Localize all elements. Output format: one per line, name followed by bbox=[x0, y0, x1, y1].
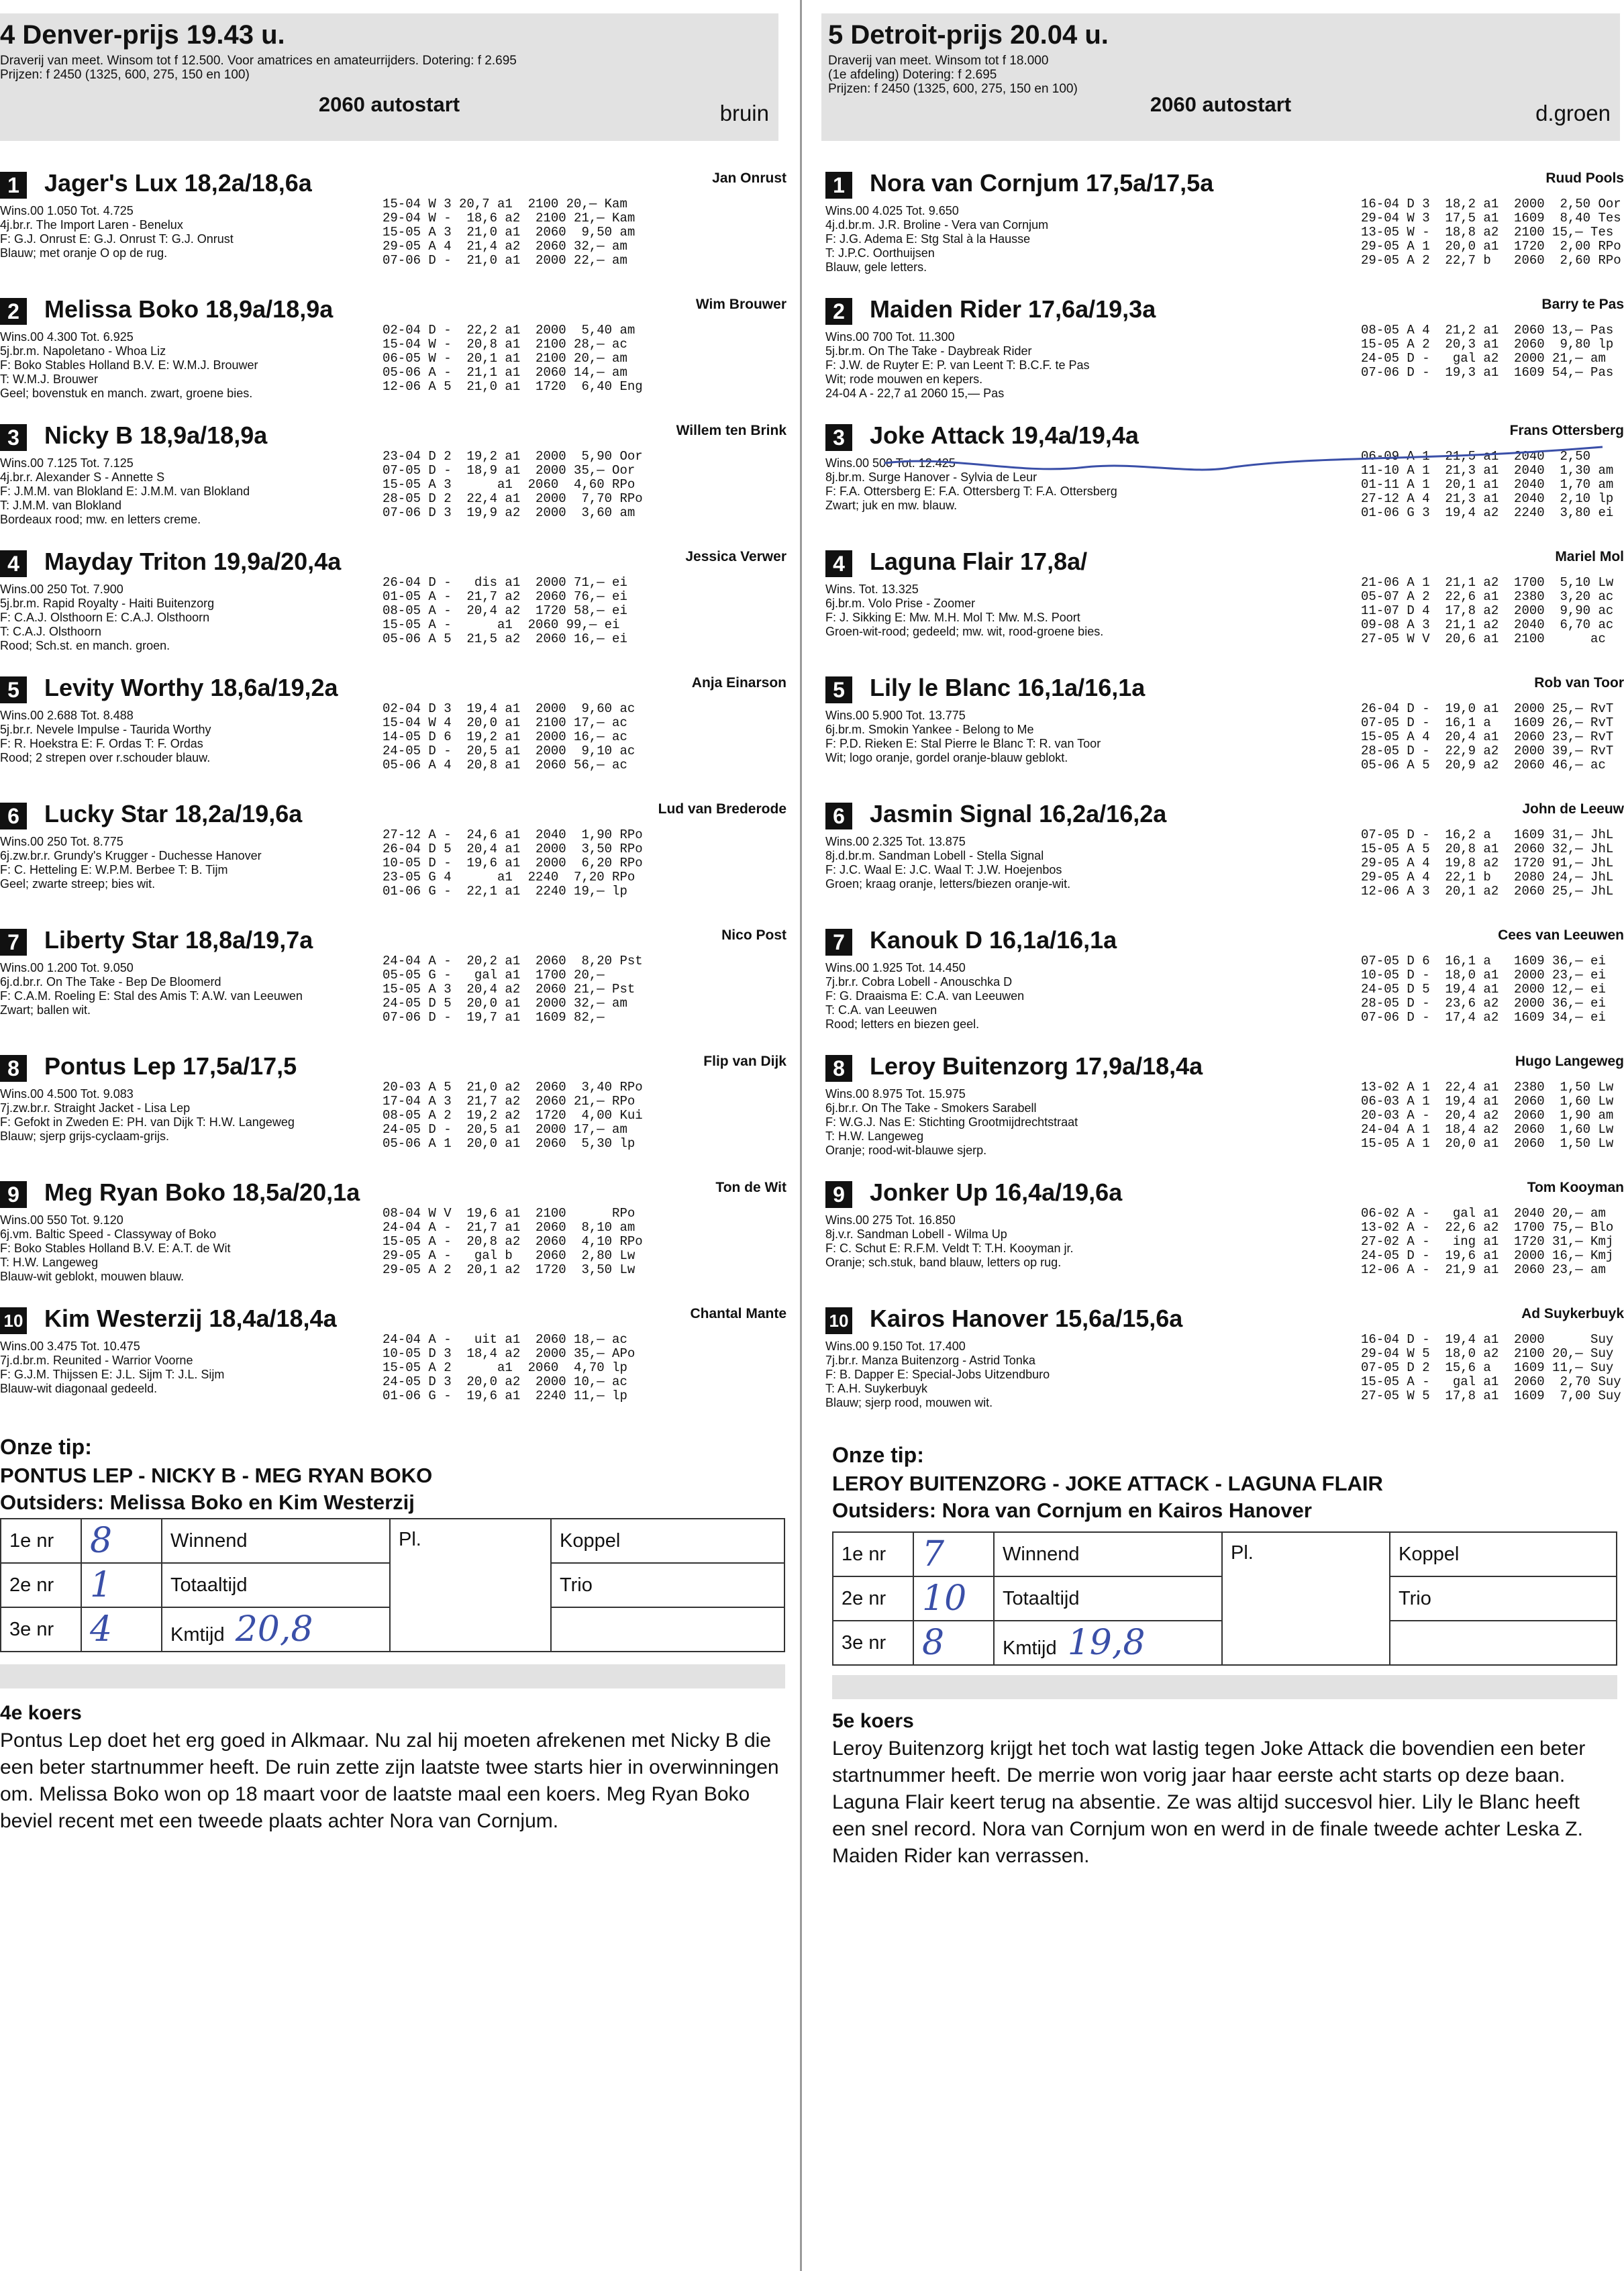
horse-driver: Ruud Pools bbox=[1545, 170, 1624, 186]
bet-place[interactable]: Pl. bbox=[1222, 1532, 1390, 1665]
horse-name: Jasmin Signal 16,2a/16,2a bbox=[870, 800, 1167, 827]
preview-title: 4e koers bbox=[0, 1702, 82, 1724]
horse-entry bbox=[0, 286, 792, 412]
horse-entry bbox=[0, 1295, 792, 1421]
race-header bbox=[821, 13, 1620, 141]
race-preview bbox=[0, 1702, 785, 1835]
bet-label: Winnend bbox=[994, 1532, 1222, 1576]
horse-number: 2 bbox=[0, 298, 27, 325]
horse-name: Joke Attack 19,4a/19,4a bbox=[870, 421, 1139, 449]
bet-kmtijd-cell[interactable] bbox=[162, 1607, 390, 1652]
pen-scribble bbox=[817, 428, 1623, 495]
preview-title: 5e koers bbox=[832, 1710, 914, 1732]
race-preview bbox=[832, 1710, 1617, 1870]
bet-label: Kmtijd bbox=[170, 1624, 225, 1646]
horse-number: 5 bbox=[825, 676, 852, 703]
horse-entry bbox=[825, 286, 1624, 412]
horse-entry bbox=[0, 1043, 792, 1169]
bet-empty-cell[interactable] bbox=[551, 1607, 784, 1652]
horse-name: Jonker Up 16,4a/19,6a bbox=[870, 1178, 1123, 1206]
horse-name: Nora van Cornjum 17,5a/17,5a bbox=[870, 169, 1214, 197]
horse-name: Kanouk D 16,1a/16,1a bbox=[870, 926, 1117, 954]
horse-driver: Ton de Wit bbox=[715, 1180, 786, 1195]
bet-row-label: 2e nr bbox=[1, 1563, 81, 1607]
bet-row-label: 2e nr bbox=[833, 1576, 913, 1621]
horse-entry bbox=[0, 160, 792, 286]
column-divider bbox=[800, 0, 802, 2271]
horse-list bbox=[0, 160, 792, 1421]
horse-details: Wins.00 250 Tot. 8.775 6j.zw.br.r. Grundy's Krugger - Duchesse Hanover F: C. Hetteling E: W.P.M. Berbee T: B. Tijm Geel; zwarte streep; bies wit. bbox=[0, 835, 262, 891]
bet-handwritten-pick[interactable] bbox=[81, 1607, 162, 1652]
horse-number: 4 bbox=[0, 550, 27, 577]
horse-name: Leroy Buitenzorg 17,9a/18,4a bbox=[870, 1052, 1203, 1080]
horse-name: Melissa Boko 18,9a/18,9a bbox=[44, 295, 334, 323]
horse-number: 10 bbox=[0, 1307, 27, 1334]
race-4-column bbox=[0, 0, 792, 2271]
race-start: 2060 autostart bbox=[1150, 93, 1292, 116]
horse-name: Kim Westerzij 18,4a/18,4a bbox=[44, 1305, 337, 1332]
horse-results: 13-02 A 1 22,4 a1 2380 1,50 Lw 06-03 A 1 19,4 a1 2060 1,60 Lw 20-03 A - 20,4 a2 2060 1,90 am 24-04 A 1 18,4 a2 2060 1,60 Lw 15-05 A 1 20,0 a1 2060 1,50 Lw bbox=[1361, 1080, 1614, 1151]
section-bar bbox=[832, 1675, 1617, 1699]
horse-details: Wins.00 3.475 Tot. 10.475 7j.d.br.m. Reunited - Warrior Voorne F: G.J.M. Thijssen E: J.L. Sijm T: J.L. Sijm Blauw-wit diagonaal gedeeld. bbox=[0, 1340, 225, 1395]
horse-name: Levity Worthy 18,6a/19,2a bbox=[44, 674, 338, 701]
horse-driver: Willem ten Brink bbox=[676, 423, 786, 438]
race-start: 2060 autostart bbox=[318, 93, 460, 116]
bet-label[interactable]: Trio bbox=[1390, 1576, 1617, 1621]
horse-name: Meg Ryan Boko 18,5a/20,1a bbox=[44, 1178, 360, 1206]
horse-results: 08-04 W V 19,6 a1 2100 RPo 24-04 A - 21,7 a1 2060 8,10 am 15-05 A - 20,8 a2 2060 4,10 RPo 29-05 A - gal b 2060 2,80 Lw 29-05 A 2 20,1 a2 1720 3,50 Lw bbox=[383, 1206, 643, 1277]
handwritten-number: 8 bbox=[922, 1623, 945, 1663]
bet-row-label: 3e nr bbox=[1, 1607, 81, 1652]
horse-entry bbox=[0, 538, 792, 664]
bet-label: Kmtijd bbox=[1003, 1637, 1057, 1659]
horse-name: Mayday Triton 19,9a/20,4a bbox=[44, 548, 342, 575]
horse-details: Wins.00 2.325 Tot. 13.875 8j.d.br.m. Sandman Lobell - Stella Signal F: J.C. Waal E: J.C. Waal T: J.W. Hoejenbos Groen; kraag oranje, letters/biezen oranje-wit. bbox=[825, 835, 1071, 891]
tip-label: Onze tip: bbox=[0, 1435, 92, 1459]
horse-details: Wins.00 700 Tot. 11.300 5j.br.m. On The Take - Daybreak Rider F: J.W. de Ruyter E: P. van Leent T: B.C.F. te Pas Wit; rode mouwen en kepers. 24-04 A - 22,7 a1 2060 15,— Pas bbox=[825, 330, 1090, 400]
pen-stroke bbox=[884, 447, 1603, 470]
horse-entry bbox=[825, 538, 1624, 664]
horse-name: Pontus Lep 17,5a/17,5 bbox=[44, 1052, 297, 1080]
preview-text: Pontus Lep doet het erg goed in Alkmaar. Nu zal hij moeten afrekenen met Nicky B die een beter startnummer heeft. De ruin zette zijn laatste twee starts hier in overwinningen om. Melissa Boko won op 18 maart voor de laatste maal een koers. Meg Ryan Boko beviel recent met een tweede plaats achter Nora van Cornjum. bbox=[0, 1729, 779, 1832]
horse-number: 8 bbox=[0, 1055, 27, 1082]
horse-number: 9 bbox=[0, 1181, 27, 1208]
horse-results: 15-04 W 3 20,7 a1 2100 20,— Kam 29-04 W - 18,6 a2 2100 21,— Kam 15-05 A 3 21,0 a1 2060 9,50 am 29-05 A 4 21,4 a2 2060 32,— am 07-06 D - 21,0 a1 2000 22,— am bbox=[383, 197, 636, 268]
horse-number: 10 bbox=[825, 1307, 852, 1334]
horse-number: 3 bbox=[0, 424, 27, 451]
race-info: Draverij van meet. Winsom tot f 12.500. Voor amatrices en amateurrijders. Dotering: f 2.695 Prijzen: f 2450 (1325, 600, 275, 150 en 100) bbox=[0, 54, 517, 82]
horse-details: Wins.00 1.050 Tot. 4.725 4j.br.r. The Import Laren - Benelux F: G.J. Onrust E: G.J. Onrust T: G.J. Onrust Blauw; met oranje O op de rug. bbox=[0, 204, 234, 260]
horse-details: Wins.00 1.200 Tot. 9.050 6j.d.br.r. On The Take - Bep De Bloomerd F: C.A.M. Roeling E: Stal des Amis T: A.W. van Leeuwen Zwart; ballen wit. bbox=[0, 961, 303, 1017]
horse-driver: Wim Brouwer bbox=[695, 297, 786, 312]
horse-name: Lily le Blanc 16,1a/16,1a bbox=[870, 674, 1146, 701]
bet-kmtijd-cell[interactable] bbox=[994, 1621, 1222, 1665]
horse-details: Wins.00 550 Tot. 9.120 6j.vm. Baltic Speed - Classyway of Boko F: Boko Stables Holland B.V. E: A.T. de Wit T: H.W. Langeweg Blauw-wit geblokt, mouwen blauw. bbox=[0, 1213, 231, 1283]
bet-label: Totaaltijd bbox=[994, 1576, 1222, 1621]
horse-name: Kairos Hanover 15,6a/15,6a bbox=[870, 1305, 1183, 1332]
horse-details: Wins. Tot. 13.325 6j.br.m. Volo Prise - Zoomer F: J. Sikking E: Mw. M.H. Mol T: Mw. M.S. Poort Groen-wit-rood; gedeeld; mw. wit, rood-groene bies. bbox=[825, 583, 1104, 638]
bet-handwritten-pick[interactable] bbox=[913, 1576, 994, 1621]
horse-number: 7 bbox=[825, 929, 852, 956]
horse-name: Nicky B 18,9a/18,9a bbox=[44, 421, 268, 449]
horse-driver: Flip van Dijk bbox=[703, 1054, 786, 1069]
horse-details: Wins.00 1.925 Tot. 14.450 7j.br.r. Cobra Lobell - Anouschka D F: G. Draaisma E: C.A. van Leeuwen T: C.A. van Leeuwen Rood; letters en biezen geel. bbox=[825, 961, 1025, 1031]
horse-name: Jager's Lux 18,2a/18,6a bbox=[44, 169, 312, 197]
horse-entry bbox=[825, 160, 1624, 286]
horse-entry bbox=[0, 791, 792, 917]
horse-results: 27-12 A - 24,6 a1 2040 1,90 RPo 26-04 D 5 20,4 a1 2000 3,50 RPo 10-05 D - 19,6 a1 2000 6,20 RPo 23-05 G 4 a1 2240 7,20 RPo 01-06 G - 22,1 a1 2240 19,— lp bbox=[383, 827, 643, 899]
horse-details: Wins.00 275 Tot. 16.850 8j.v.r. Sandman Lobell - Wilma Up F: C. Schut E: R.F.M. Veldt T: T.H. Kooyman jr. Oranje; sch.stuk, band blauw, letters op rug. bbox=[825, 1213, 1074, 1269]
horse-number: 4 bbox=[825, 550, 852, 577]
bet-label[interactable]: Trio bbox=[551, 1563, 784, 1607]
horse-entry bbox=[0, 917, 792, 1043]
handwritten-kmtijd: 20,8 bbox=[235, 1609, 313, 1650]
horse-driver: Lud van Brederode bbox=[658, 801, 786, 817]
horse-entry bbox=[0, 412, 792, 538]
handwritten-number: 7 bbox=[922, 1534, 945, 1574]
section-bar bbox=[0, 1664, 785, 1688]
our-tip bbox=[832, 1443, 1624, 1523]
tip-picks: PONTUS LEP - NICKY B - MEG RYAN BOKO bbox=[0, 1464, 433, 1487]
horse-entry bbox=[0, 664, 792, 791]
horse-number: 1 bbox=[825, 172, 852, 199]
horse-entry bbox=[825, 1169, 1624, 1295]
handwritten-number: 1 bbox=[90, 1565, 113, 1605]
tip-outsiders: Outsiders: Nora van Cornjum en Kairos Hanover bbox=[832, 1499, 1312, 1522]
horse-results: 16-04 D - 19,4 a1 2000 Suy 29-04 W 5 18,0 a2 2100 20,— Suy 07-05 D 2 15,6 a 1609 11,— Suy 15-05 A - gal a1 2060 2,70 Suy 27-05 W 5 17,8 a1 1609 7,00 Suy bbox=[1361, 1332, 1621, 1403]
horse-results: 24-04 A - uit a1 2060 18,— ac 10-05 D 3 18,4 a2 2000 35,— APo 15-05 A 2 a1 2060 4,70 lp 24-05 D 3 20,0 a2 2000 10,— ac 01-06 G - 19,6 a1 2240 11,— lp bbox=[383, 1332, 636, 1403]
horse-details: Wins.00 4.025 Tot. 9.650 4j.d.br.m. J.R. Broline - Vera van Cornjum F: J.G. Adema E: Stg Stal à la Hausse T: J.P.C. Oorthuijsen Blauw, gele letters. bbox=[825, 204, 1049, 274]
horse-entry bbox=[825, 664, 1624, 791]
bet-label[interactable]: Koppel bbox=[551, 1519, 784, 1563]
horse-driver: Ad Suykerbuyk bbox=[1521, 1306, 1624, 1321]
handwritten-kmtijd: 19,8 bbox=[1067, 1623, 1146, 1663]
horse-number: 1 bbox=[0, 172, 27, 199]
tip-label: Onze tip: bbox=[832, 1443, 924, 1467]
horse-driver: Tom Kooyman bbox=[1527, 1180, 1624, 1195]
race-header bbox=[0, 13, 778, 141]
handwritten-number: 8 bbox=[90, 1521, 113, 1561]
bet-place[interactable]: Pl. bbox=[390, 1519, 551, 1652]
horse-results: 21-06 A 1 21,1 a2 1700 5,10 Lw 05-07 A 2 22,6 a1 2380 3,20 ac 11-07 D 4 17,8 a2 2000 9,90 ac 09-08 A 3 21,1 a2 2040 6,70 ac 27-05 W V 20,6 a1 2100 ac bbox=[1361, 575, 1614, 646]
horse-entry bbox=[825, 1043, 1624, 1169]
horse-driver: Rob van Toor bbox=[1534, 675, 1624, 691]
horse-entry bbox=[825, 791, 1624, 917]
horse-number: 9 bbox=[825, 1181, 852, 1208]
horse-entry bbox=[825, 917, 1624, 1043]
horse-details: Wins.00 500 Tot. 12.425 8j.br.m. Surge Hanover - Sylvia de Leur F: F.A. Ottersberg E: F.A. Ottersberg T: F.A. Ottersberg Zwart; juk en mw. blauw. bbox=[825, 456, 1117, 512]
preview-text: Leroy Buitenzorg krijgt het toch wat lastig tegen Joke Attack die bovendien een beter startnummer heeft. De merrie won vorig jaar haar eerste acht starts op deze baan. Laguna Flair keert terug na absentie. Ze was altijd succesvol hier. Lily le Blanc heeft een snel record. Nora van Cornjum won en werd in de finale tweede achter Leska Z. Maiden Rider kan verrassen. bbox=[832, 1737, 1586, 1867]
horse-details: Wins.00 2.688 Tot. 8.488 5j.br.r. Nevele Impulse - Taurida Worthy F: R. Hoekstra E: F. Ordas T: F. Ordas Rood; 2 strepen over r.schouder blauw. bbox=[0, 709, 211, 764]
horse-details: Wins.00 4.300 Tot. 6.925 5j.br.m. Napoletano - Whoa Liz F: Boko Stables Holland B.V. E: W.M.J. Brouwer T: W.M.J. Brouwer Geel; bovenstuk en manch. zwart, groene bies. bbox=[0, 330, 258, 400]
bet-handwritten-pick[interactable] bbox=[81, 1519, 162, 1563]
horse-driver: Anja Einarson bbox=[691, 675, 786, 691]
horse-details: Wins.00 8.975 Tot. 15.975 6j.br.r. On The Take - Smokers Sarabell F: W.G.J. Nas E: Stichting Grootmijdrechtstraat T: H.W. Langeweg Oranje; rood-wit-blauwe sjerp. bbox=[825, 1087, 1078, 1157]
horse-number: 2 bbox=[825, 298, 852, 325]
horse-results: 24-04 A - 20,2 a1 2060 8,20 Pst 05-05 G - gal a1 1700 20,— 15-05 A 3 20,4 a2 2060 21,— Pst 24-05 D 5 20,0 a1 2000 32,— am 07-06 D - 19,7 a1 1609 82,— bbox=[383, 954, 643, 1025]
horse-details: Wins.00 7.125 Tot. 7.125 4j.br.r. Alexander S - Annette S F: J.M.M. van Blokland E: J.M.M. van Blokland T: J.M.M. van Blokland Bordeaux rood; mw. en letters creme. bbox=[0, 456, 250, 526]
horse-results: 08-05 A 4 21,2 a1 2060 13,— Pas 15-05 A 2 20,3 a1 2060 9,80 lp 24-05 D - gal a2 2000 21,— am 07-06 D - 19,3 a1 1609 54,— Pas bbox=[1361, 323, 1614, 380]
bet-handwritten-pick[interactable] bbox=[913, 1621, 994, 1665]
bet-row-label: 1e nr bbox=[833, 1532, 913, 1576]
race-title: 5 Detroit-prijs 20.04 u. bbox=[828, 20, 1109, 50]
horse-results: 16-04 D 3 18,2 a1 2000 2,50 Oor 29-04 W 3 17,5 a1 1609 8,40 Tes 13-05 W - 18,8 a2 2100 15,— Tes 29-05 A 1 20,0 a1 1720 2,00 RPo 29-05 A 2 22,7 b 2060 2,60 RPo bbox=[1361, 197, 1621, 268]
horse-number: 6 bbox=[0, 803, 27, 829]
horse-results: 20-03 A 5 21,0 a2 2060 3,40 RPo 17-04 A 3 21,7 a2 2060 21,— RPo 08-05 A 2 19,2 a2 1720 4,00 Kui 24-05 D - 20,5 a1 2000 17,— am 05-06 A 1 20,0 a1 2060 5,30 lp bbox=[383, 1080, 643, 1151]
race-title: 4 Denver-prijs 19.43 u. bbox=[0, 20, 285, 50]
tip-picks: LEROY BUITENZORG - JOKE ATTACK - LAGUNA FLAIR bbox=[832, 1472, 1383, 1495]
bet-label: Winnend bbox=[162, 1519, 390, 1563]
horse-number: 8 bbox=[825, 1055, 852, 1082]
horse-driver: Nico Post bbox=[721, 927, 786, 943]
horse-results: 07-05 D 6 16,1 a 1609 36,— ei 10-05 D - 18,0 a1 2000 23,— ei 24-05 D 5 19,4 a1 2000 12,— ei 28-05 D - 23,6 a2 2000 36,— ei 07-06 D - 17,4 a2 1609 34,— ei bbox=[1361, 954, 1606, 1025]
bet-handwritten-pick[interactable] bbox=[81, 1563, 162, 1607]
horse-results: 02-04 D - 22,2 a1 2000 5,40 am 15-04 W - 20,8 a1 2100 28,— ac 06-05 W - 20,1 a1 2100 20,— am 05-06 A - 21,1 a1 2060 14,— am 12-06 A 5 21,0 a1 1720 6,40 Eng bbox=[383, 323, 643, 394]
horse-details: Wins.00 9.150 Tot. 17.400 7j.br.r. Manza Buitenzorg - Astrid Tonka F: B. Dapper E: Special-Jobs Uitzendburo T: A.H. Suykerbuyk Blauw; sjerp rood, mouwen wit. bbox=[825, 1340, 1050, 1409]
horse-results: 06-02 A - gal a1 2040 20,— am 13-02 A - 22,6 a2 1700 75,— Blo 27-02 A - ing a1 1720 31,— Kmj 24-05 D - 19,6 a1 2000 16,— Kmj 12-06 A - 21,9 a1 2060 23,— am bbox=[1361, 1206, 1614, 1277]
horse-number: 5 bbox=[0, 676, 27, 703]
horse-driver: Barry te Pas bbox=[1541, 297, 1624, 312]
bet-form bbox=[832, 1531, 1617, 1666]
horse-driver: Frans Ottersberg bbox=[1509, 423, 1624, 438]
horse-results: 26-04 D - dis a1 2000 71,— ei 01-05 A - 21,7 a2 2060 76,— ei 08-05 A - 20,4 a2 1720 58,— ei 15-05 A - a1 2060 99,— ei 05-06 A 5 21,5 a2 2060 16,— ei bbox=[383, 575, 627, 646]
horse-details: Wins.00 5.900 Tot. 13.775 6j.br.m. Smokin Yankee - Belong to Me F: P.D. Rieken E: Stal Pierre le Blanc T: R. van Toor Wit; logo oranje, gordel oranje-blauw geblokt. bbox=[825, 709, 1101, 764]
horse-number: 3 bbox=[825, 424, 852, 451]
horse-name: Laguna Flair 17,8a/ bbox=[870, 548, 1088, 575]
horse-list bbox=[825, 160, 1624, 1421]
horse-driver: John de Leeuw bbox=[1522, 801, 1624, 817]
horse-driver: Cees van Leeuwen bbox=[1498, 927, 1624, 943]
handwritten-number: 10 bbox=[922, 1578, 967, 1619]
horse-details: Wins.00 250 Tot. 7.900 5j.br.m. Rapid Royalty - Haiti Buitenzorg F: C.A.J. Olsthoorn E: C.A.J. Olsthoorn T: C.A.J. Olsthoorn Rood; Sch.st. en manch. groen. bbox=[0, 583, 215, 652]
bet-handwritten-pick[interactable] bbox=[913, 1532, 994, 1576]
horse-entry bbox=[825, 1295, 1624, 1421]
bet-empty-cell[interactable] bbox=[1390, 1621, 1617, 1665]
bet-label[interactable]: Koppel bbox=[1390, 1532, 1617, 1576]
horse-number: 7 bbox=[0, 929, 27, 956]
our-tip bbox=[0, 1435, 792, 1515]
horse-name: Lucky Star 18,2a/19,6a bbox=[44, 800, 303, 827]
handwritten-number: 4 bbox=[90, 1609, 113, 1650]
bet-row-label: 1e nr bbox=[1, 1519, 81, 1563]
horse-driver: Jessica Verwer bbox=[685, 549, 786, 564]
horse-number: 6 bbox=[825, 803, 852, 829]
horse-name: Maiden Rider 17,6a/19,3a bbox=[870, 295, 1156, 323]
race-5-column bbox=[812, 0, 1624, 2271]
bet-row-label: 3e nr bbox=[833, 1621, 913, 1665]
horse-entry bbox=[0, 1169, 792, 1295]
horse-results: 06-09 A 1 21,5 a1 2040 2,50 11-10 A 1 21,3 a1 2040 1,30 am 01-11 A 1 20,1 a1 2040 1,70 am 27-12 A 4 21,3 a1 2040 2,10 lp 01-06 G 3 19,4 a2 2240 3,80 ei bbox=[1361, 449, 1614, 520]
horse-results: 26-04 D - 19,0 a1 2000 25,— RvT 07-05 D - 16,1 a 1609 26,— RvT 15-05 A 4 20,4 a1 2060 23,— RvT 28-05 D - 22,9 a2 2000 39,— RvT 05-06 A 5 20,9 a2 2060 46,— ac bbox=[1361, 701, 1614, 772]
race-color: bruin bbox=[719, 101, 769, 125]
horse-driver: Hugo Langeweg bbox=[1515, 1054, 1624, 1069]
bet-form bbox=[0, 1518, 785, 1652]
race-info: Draverij van meet. Winsom tot f 18.000 (1e afdeling) Dotering: f 2.695 Prijzen: f 2450 (1325, 600, 275, 150 en 100) bbox=[828, 54, 1078, 96]
horse-details: Wins.00 4.500 Tot. 9.083 7j.zw.br.r. Straight Jacket - Lisa Lep F: Gefokt in Zweden E: PH. van Dijk T: H.W. Langeweg Blauw; sjerp grijs-cyclaam-grijs. bbox=[0, 1087, 295, 1143]
horse-driver: Jan Onrust bbox=[712, 170, 786, 186]
horse-results: 02-04 D 3 19,4 a1 2000 9,60 ac 15-04 W 4 20,0 a1 2100 17,— ac 14-05 D 6 19,2 a1 2000 16,— ac 24-05 D - 20,5 a1 2000 9,10 ac 05-06 A 4 20,8 a1 2060 56,— ac bbox=[383, 701, 636, 772]
horse-results: 23-04 D 2 19,2 a1 2000 5,90 Oor 07-05 D - 18,9 a1 2000 35,— Oor 15-05 A 3 a1 2060 4,60 RPo 28-05 D 2 22,4 a1 2000 7,70 RPo 07-06 D 3 19,9 a2 2000 3,60 am bbox=[383, 449, 643, 520]
race-color: d.groen bbox=[1535, 101, 1611, 125]
bet-label: Totaaltijd bbox=[162, 1563, 390, 1607]
horse-driver: Mariel Mol bbox=[1555, 549, 1624, 564]
horse-driver: Chantal Mante bbox=[690, 1306, 786, 1321]
horse-name: Liberty Star 18,8a/19,7a bbox=[44, 926, 313, 954]
tip-outsiders: Outsiders: Melissa Boko en Kim Westerzij bbox=[0, 1491, 415, 1514]
horse-results: 07-05 D - 16,2 a 1609 31,— JhL 15-05 A 5 20,8 a1 2060 32,— JhL 29-05 A 4 19,8 a2 1720 91,— JhL 29-05 A 4 22,1 b 2080 24,— JhL 12-06 A 3 20,1 a2 2060 25,— JhL bbox=[1361, 827, 1614, 899]
